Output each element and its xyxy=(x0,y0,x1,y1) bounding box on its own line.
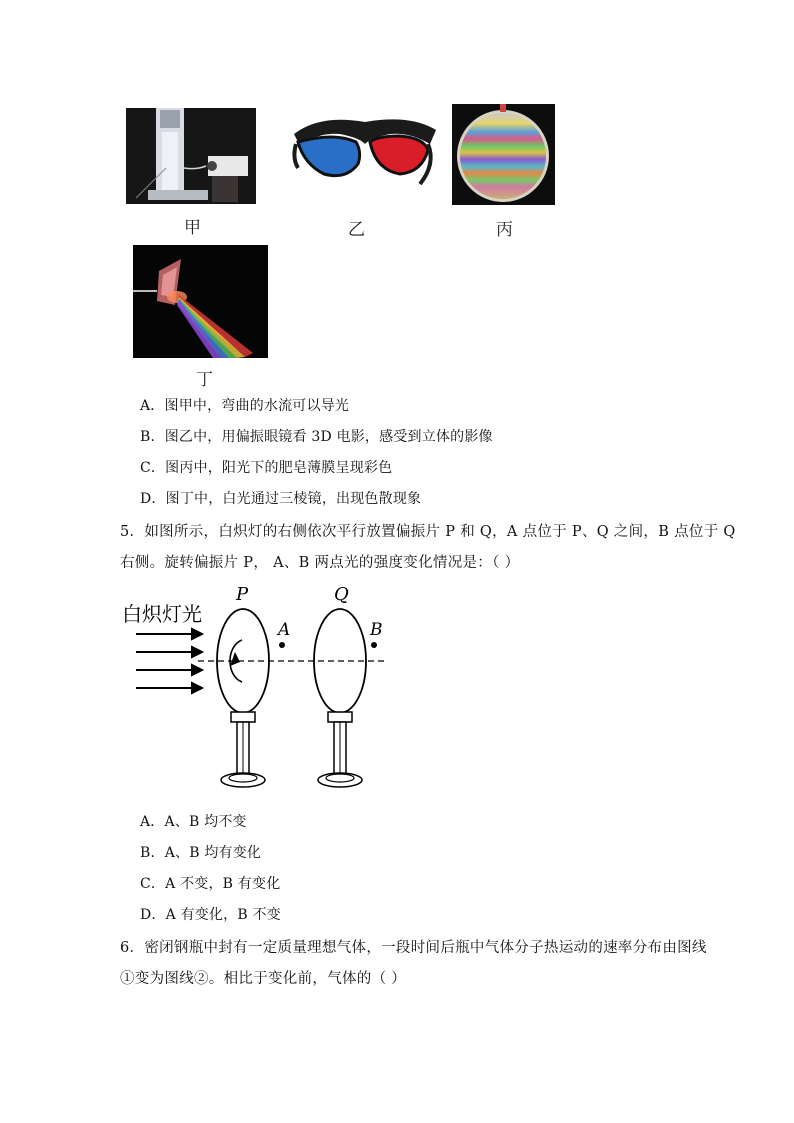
q5-option-b: B．A、B 均有变化 xyxy=(140,845,262,861)
figure-jia-photo xyxy=(126,108,256,204)
figure-ding-caption: 丁 xyxy=(196,370,213,390)
point-b-label: B xyxy=(370,620,383,640)
q5-option-a: A．A、B 均不变 xyxy=(140,814,247,830)
figure-yi-photo xyxy=(290,104,440,202)
q4-option-c: C．图丙中，阳光下的肥皂薄膜呈现彩色 xyxy=(140,460,393,476)
polarizer-diagram xyxy=(118,582,398,794)
q6-stem-line1: 6．密闭钢瓶中封有一定质量理想气体，一段时间后瓶中气体分子热运动的速率分布由图线 xyxy=(120,940,707,956)
figure-yi-caption: 乙 xyxy=(348,220,365,240)
q4-option-b: B．图乙中，用偏振眼镜看 3D 电影，感受到立体的影像 xyxy=(140,429,493,445)
q4-option-d: D．图丁中，白光通过三棱镜，出现色散现象 xyxy=(140,491,422,507)
figure-ding-photo xyxy=(133,245,268,358)
point-a-label: A xyxy=(278,620,291,640)
q5-option-c: C．A 不变，B 有变化 xyxy=(140,876,281,892)
figure-bing-caption: 丙 xyxy=(496,220,513,240)
q4-option-a: A．图甲中，弯曲的水流可以导光 xyxy=(140,398,350,414)
figure-jia-caption: 甲 xyxy=(184,218,201,238)
q5-stem-line1: 5．如图所示，白炽灯的右侧依次平行放置偏振片 P 和 Q，A 点位于 P、Q 之间，B 点位于 Q xyxy=(120,524,736,540)
figure-bing-photo xyxy=(452,104,555,205)
polarizer-p-label: P xyxy=(236,584,249,605)
light-source-label: 白炽灯光 xyxy=(122,602,202,626)
q5-option-d: D．A 有变化，B 不变 xyxy=(140,907,281,923)
q5-stem-line2: 右侧。旋转偏振片 P， A、B 两点光的强度变化情况是：（ ） xyxy=(120,555,520,571)
q6-stem-line2: ①变为图线②。相比于变化前，气体的（ ） xyxy=(120,971,407,987)
polarizer-q-label: Q xyxy=(334,584,349,605)
